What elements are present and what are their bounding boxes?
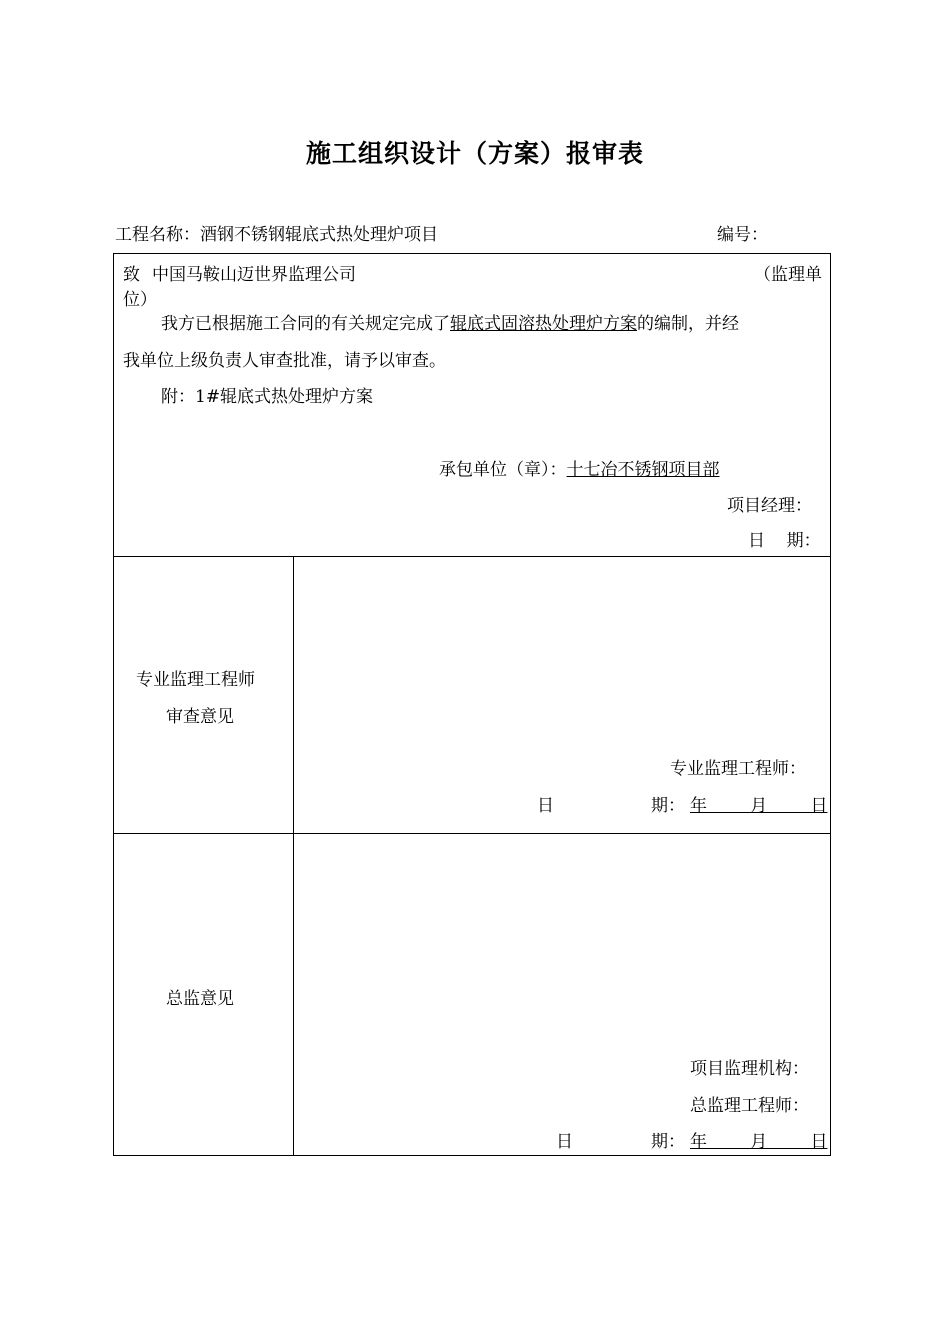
submission-text-b: 的编制，并经 — [637, 314, 739, 334]
chief-date-value: 年 月 日 — [690, 1132, 828, 1152]
engineer-date-ri: 日 — [537, 796, 554, 816]
date-label: 日 期： — [748, 531, 821, 551]
number-label: 编号： — [717, 225, 768, 245]
chief-engineer-label: 总监理工程师： — [690, 1096, 809, 1116]
engineer-date-qi: 期： — [651, 796, 685, 816]
supervision-org-label: 项目监理机构： — [690, 1059, 809, 1079]
engineer-date-value: 年 月 日 — [690, 796, 828, 816]
supervisor-unit-suffix: （监理单 — [754, 265, 822, 285]
attachment: 附：1#辊底式热处理炉方案 — [161, 387, 374, 407]
engineer-signature-label: 专业监理工程师： — [670, 759, 806, 779]
divider-row-1 — [114, 556, 830, 557]
supervisor-unit-suffix-2: 位） — [123, 290, 157, 310]
submission-text-line2: 我单位上级负责人审查批准，请予以审查。 — [123, 351, 446, 371]
engineer-review-label-2: 审查意见 — [166, 707, 234, 727]
divider-column — [293, 556, 294, 1155]
page-title: 施工组织设计（方案）报审表 — [305, 139, 644, 168]
contractor-line — [439, 455, 720, 480]
submission-text-a: 我方已根据施工合同的有关规定完成了 — [161, 314, 450, 334]
project-name: 工程名称：酒钢不锈钢辊底式热处理炉项目 — [115, 225, 438, 245]
plan-name: 辊底式固溶热处理炉方案 — [450, 314, 637, 334]
chief-date-ri: 日 — [556, 1132, 573, 1152]
submission-text — [161, 309, 739, 334]
engineer-review-label-1: 专业监理工程师 — [136, 670, 255, 690]
chief-date-qi: 期： — [651, 1132, 685, 1152]
to-prefix: 致 — [123, 265, 140, 285]
divider-row-2 — [114, 833, 830, 834]
project-manager-label: 项目经理： — [727, 496, 812, 516]
chief-opinion-label: 总监意见 — [166, 989, 234, 1009]
review-form-table — [113, 253, 831, 1156]
contractor-name: 十七冶不锈钢项目部 — [566, 460, 720, 480]
contractor-label: 承包单位（章）： — [439, 460, 567, 480]
supervisor-company: 中国马鞍山迈世界监理公司 — [152, 265, 356, 285]
